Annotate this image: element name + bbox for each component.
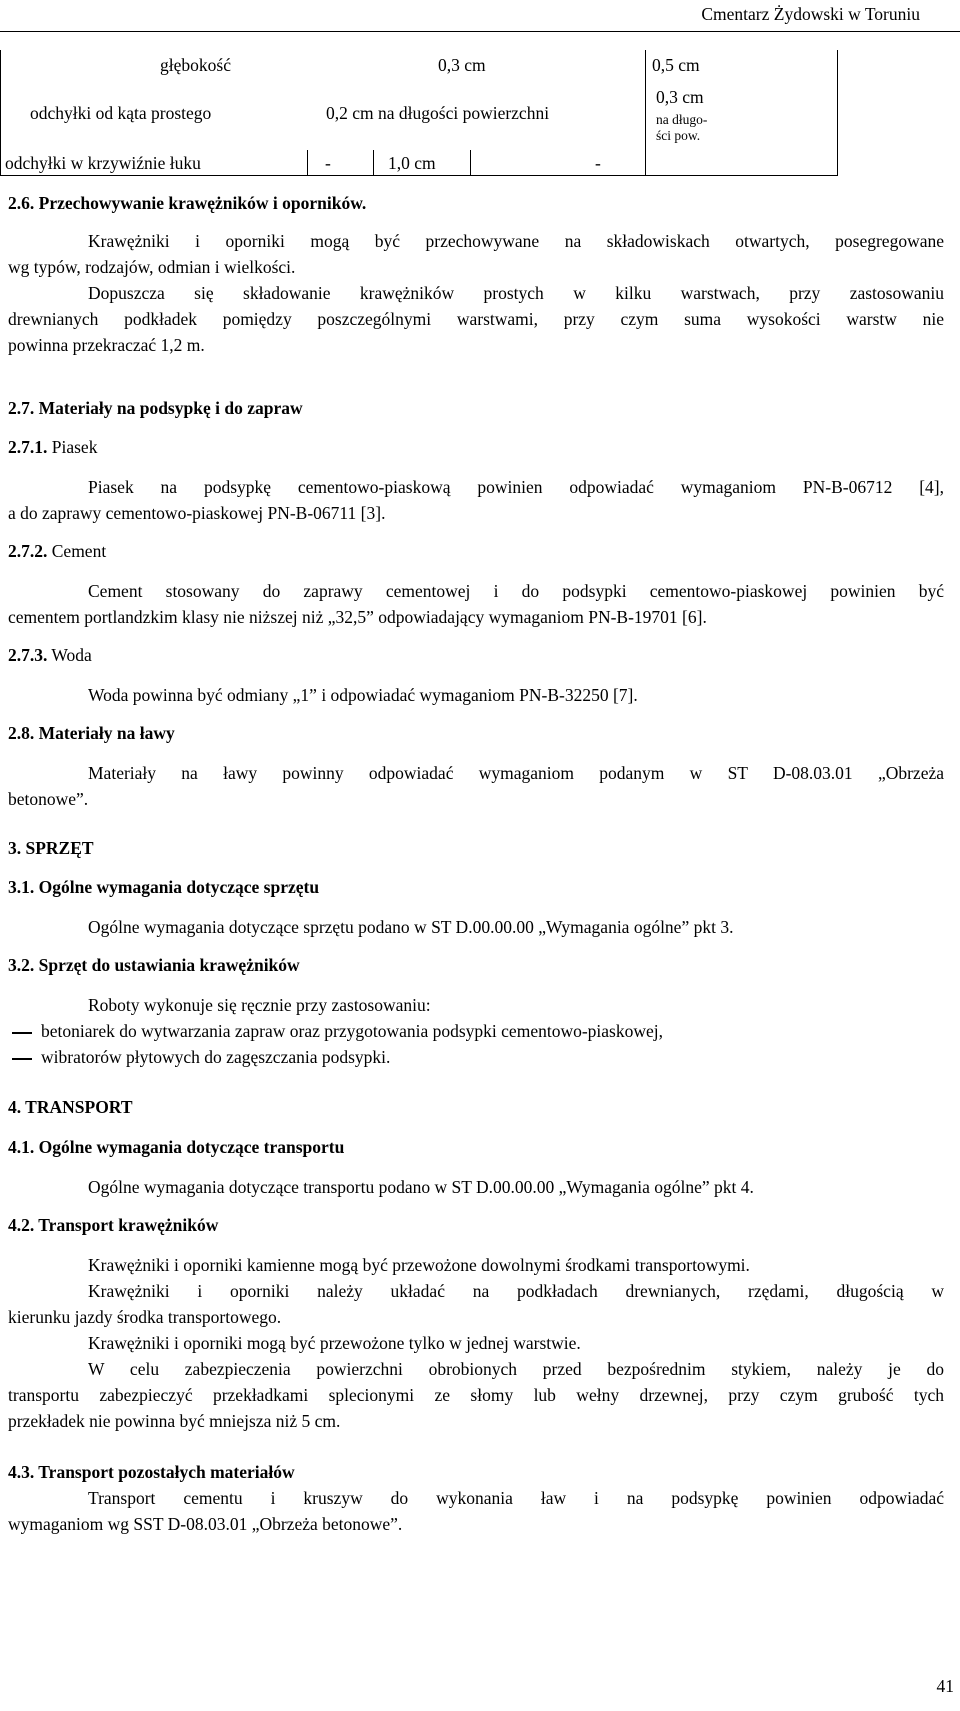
row-angle-value-2b: na długo- bbox=[656, 112, 708, 127]
paragraph-line: Woda powinna być odmiany „1” i odpowiadać wymaganiom PN-B-32250 [7]. bbox=[88, 685, 638, 705]
table-border-right bbox=[837, 50, 838, 176]
row-curve-label: odchyłki w krzywiźnie łuku bbox=[5, 153, 201, 173]
list-bullet-dash bbox=[12, 1058, 32, 1060]
row-depth-value-2: 0,5 cm bbox=[652, 55, 700, 75]
row-depth-label: głębokość bbox=[160, 55, 231, 75]
paragraph-line: transportu zabezpieczyć przekładkami splecionymi ze słomy lub wełny drzewnej, przy czym grubość tych bbox=[8, 1385, 944, 1405]
paragraph-line: Krawężniki i oporniki kamienne mogą być przewożone dowolnymi środkami transportowymi. bbox=[88, 1255, 750, 1275]
section-heading-3-2: 3.2. Sprzęt do ustawiania krawężników bbox=[8, 955, 300, 975]
row-angle-value-1: 0,2 cm na długości powierzchni bbox=[326, 103, 550, 123]
header-divider bbox=[0, 31, 960, 32]
paragraph-line: Materiały na ławy powinny odpowiadać wymaganiom podanym w ST D-08.03.01 „Obrzeża bbox=[88, 763, 944, 783]
list-item: betoniarek do wytwarzania zapraw oraz przygotowania podsypki cementowo-piaskowej, bbox=[41, 1021, 663, 1041]
paragraph-line: kierunku jazdy środka transportowego. bbox=[8, 1307, 282, 1327]
section-heading-2-6: 2.6. Przechowywanie krawężników i oporników. bbox=[8, 193, 367, 213]
paragraph-line: Dopuszcza się składowanie krawężników prostych w kilku warstwach, przy zastosowaniu bbox=[88, 283, 944, 303]
list-bullet-dash bbox=[12, 1032, 32, 1034]
paragraph-line: a do zaprawy cementowo-piaskowej PN-B-06711 [3]. bbox=[8, 503, 386, 523]
row-angle-value-2a: 0,3 cm bbox=[656, 87, 704, 107]
subsection-heading-2-7-2 bbox=[8, 541, 106, 562]
subsection-title: Cement bbox=[47, 541, 107, 561]
paragraph-line: przekładek nie powinna być mniejsza niż 5 cm. bbox=[8, 1411, 341, 1431]
paragraph-line: wymaganiom wg SST D-08.03.01 „Obrzeża betonowe”. bbox=[8, 1514, 403, 1534]
paragraph-line: powinna przekraczać 1,2 m. bbox=[8, 335, 205, 355]
section-heading-2-7: 2.7. Materiały na podsypkę i do zapraw bbox=[8, 398, 303, 418]
chapter-heading-3: 3. SPRZĘT bbox=[8, 838, 94, 858]
section-heading-4-3: 4.3. Transport pozostałych materiałów bbox=[8, 1462, 295, 1482]
row-curve-col-2: 1,0 cm bbox=[388, 153, 436, 173]
subsection-heading-2-7-1 bbox=[8, 437, 97, 458]
row-angle-value-2c: ści pow. bbox=[656, 128, 701, 143]
subsection-number: 2.7.1. bbox=[8, 437, 48, 457]
section-heading-3-1: 3.1. Ogólne wymagania dotyczące sprzętu bbox=[8, 877, 320, 897]
paragraph-line: Krawężniki i oporniki mogą być przewożone tylko w jednej warstwie. bbox=[88, 1333, 581, 1353]
paragraph-line: Krawężniki i oporniki mogą być przechowywane na składowiskach otwartych, posegregowane bbox=[88, 231, 944, 251]
row-curve-col-3: - bbox=[595, 153, 601, 173]
paragraph-line: Piasek na podsypkę cementowo-piaskową powinien odpowiadać wymaganiom PN-B-06712 [4], bbox=[88, 477, 944, 497]
paragraph-line: Ogólne wymagania dotyczące transportu podano w ST D.00.00.00 „Wymagania ogólne” pkt 4. bbox=[88, 1177, 754, 1197]
paragraph-line: cementem portlandzkim klasy nie niższej niż „32,5” odpowiadający wymaganiom PN-B-19701 [6]. bbox=[8, 607, 707, 627]
table-column-divider bbox=[645, 50, 646, 176]
paragraph-line: Krawężniki i oporniki należy układać na podkładach drewnianych, rzędami, długością w bbox=[88, 1281, 944, 1301]
table-border-bottom bbox=[0, 175, 838, 176]
table-cell-divider bbox=[470, 150, 471, 176]
paragraph-line: Transport cementu i kruszyw do wykonania ław i na podsypkę powinien odpowiadać bbox=[88, 1488, 944, 1508]
table-cell-divider bbox=[307, 150, 308, 176]
row-depth-value-1: 0,3 cm bbox=[438, 55, 486, 75]
paragraph-line: Ogólne wymagania dotyczące sprzętu podano w ST D.00.00.00 „Wymagania ogólne” pkt 3. bbox=[88, 917, 734, 937]
paragraph-line: betonowe”. bbox=[8, 789, 89, 809]
section-heading-2-8: 2.8. Materiały na ławy bbox=[8, 723, 175, 743]
subsection-title: Woda bbox=[47, 645, 92, 665]
subsection-number: 2.7.3. bbox=[8, 645, 48, 665]
subsection-heading-2-7-3 bbox=[8, 645, 92, 666]
page-header-title: Cmentarz Żydowski w Toruniu bbox=[701, 4, 920, 24]
list-item: wibratorów płytowych do zagęszczania podsypki. bbox=[41, 1047, 391, 1067]
paragraph-line: wg typów, rodzajów, odmian i wielkości. bbox=[8, 257, 296, 277]
paragraph-line: Cement stosowany do zaprawy cementowej i do podsypki cementowo-piaskowej powinien być bbox=[88, 581, 944, 601]
chapter-heading-4: 4. TRANSPORT bbox=[8, 1097, 133, 1117]
row-angle-label: odchyłki od kąta prostego bbox=[30, 103, 212, 123]
table-border-left bbox=[0, 50, 1, 176]
page-number: 41 bbox=[936, 1676, 954, 1696]
section-heading-4-1: 4.1. Ogólne wymagania dotyczące transportu bbox=[8, 1137, 345, 1157]
row-curve-col-1: - bbox=[325, 153, 331, 173]
paragraph-line: drewnianych podkładek pomiędzy poszczególnymi warstwami, przy czym suma wysokości warstw nie bbox=[8, 309, 944, 329]
table-cell-divider bbox=[373, 150, 374, 176]
paragraph-line: W celu zabezpieczenia powierzchni obrobionych przed bezpośrednim stykiem, należy je do bbox=[88, 1359, 944, 1379]
paragraph-line: Roboty wykonuje się ręcznie przy zastosowaniu: bbox=[88, 995, 431, 1015]
subsection-number: 2.7.2. bbox=[8, 541, 48, 561]
subsection-title: Piasek bbox=[47, 437, 98, 457]
section-heading-4-2: 4.2. Transport krawężników bbox=[8, 1215, 219, 1235]
tolerance-table bbox=[0, 50, 838, 176]
